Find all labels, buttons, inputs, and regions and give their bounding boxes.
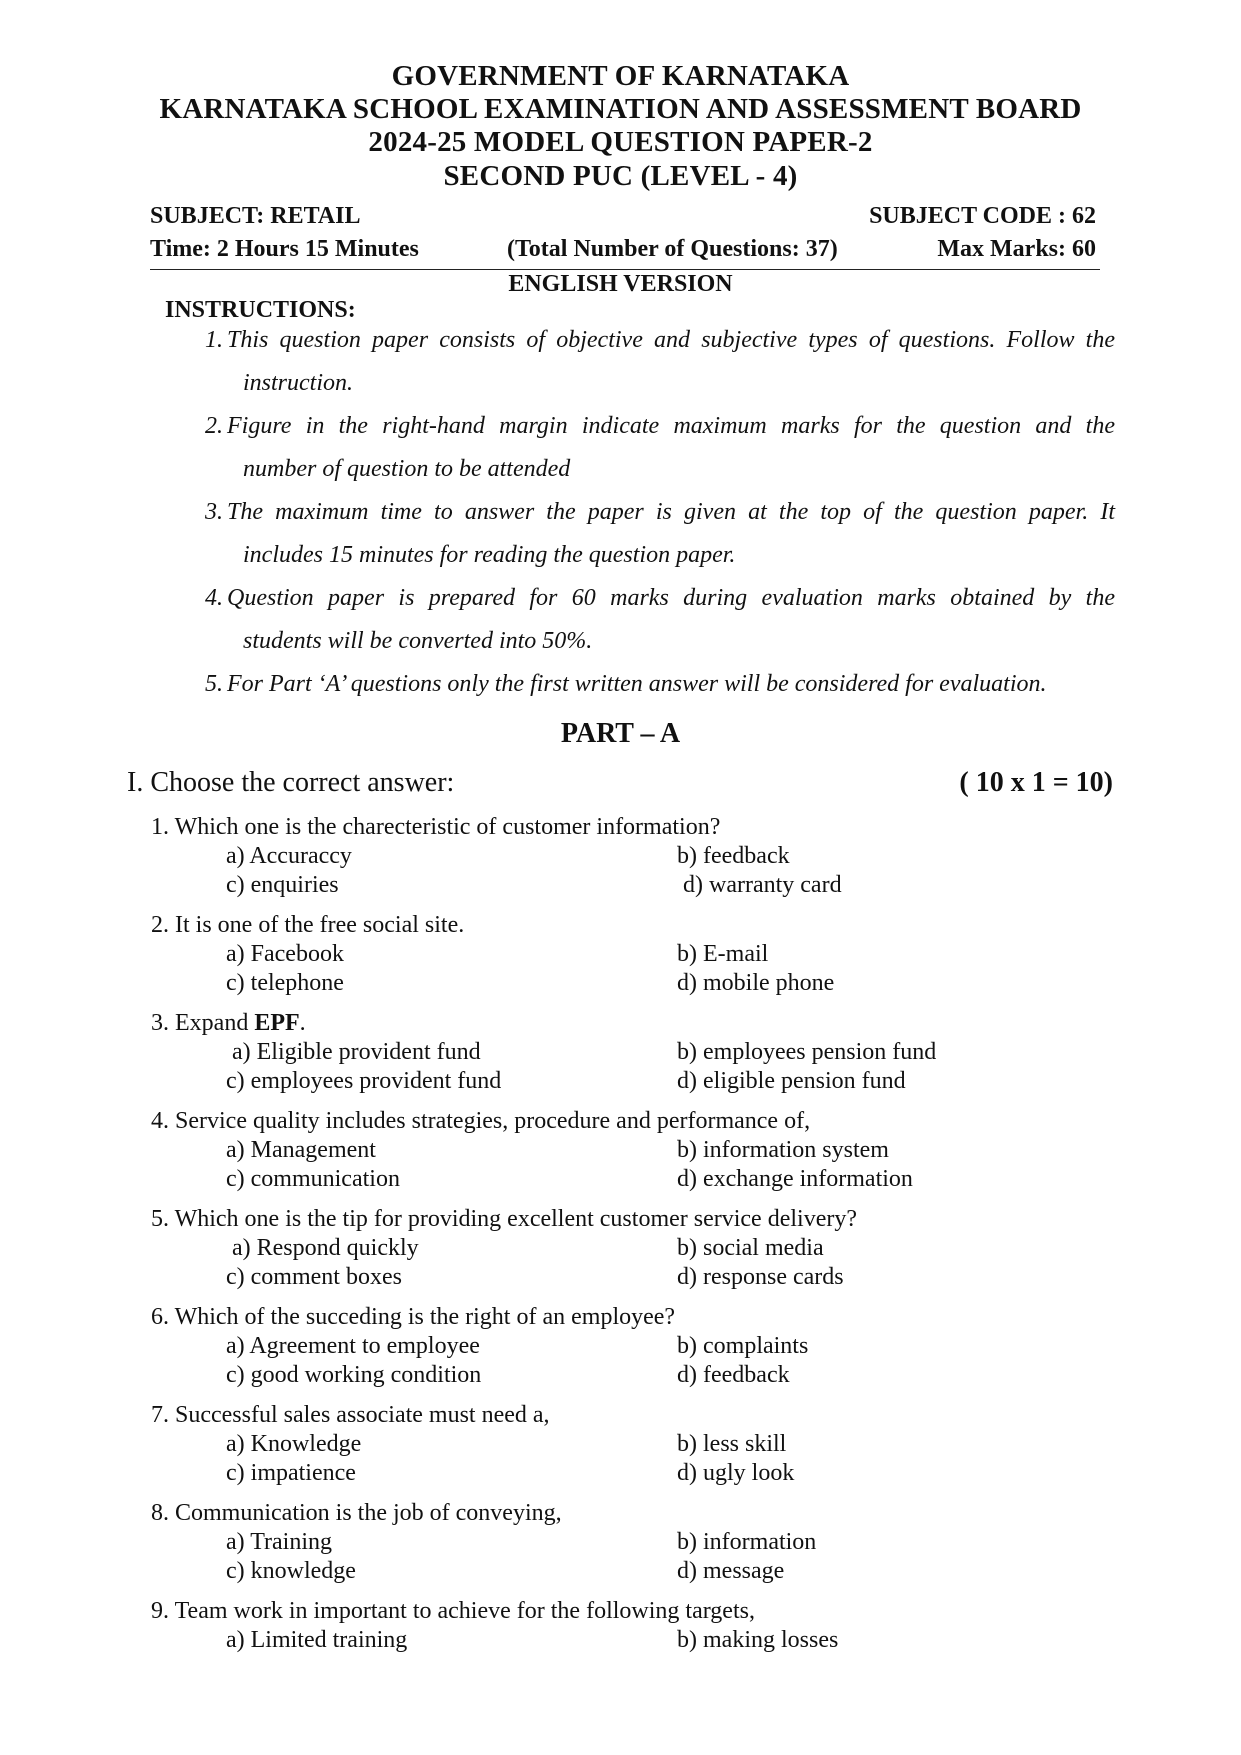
instruction-text: Question paper is prepared for 60 marks during evaluation marks obtained by the — [227, 585, 1115, 611]
header-divider — [150, 269, 1100, 270]
option-a: a) Agreement to employee — [226, 1333, 480, 1359]
instruction-number: 5. — [205, 671, 223, 697]
option-b: b) information — [677, 1529, 817, 1555]
question-stem: 9. Team work in important to achieve for the following targets, — [151, 1598, 755, 1624]
option-b: b) information system — [677, 1137, 889, 1163]
option-d: d) ugly look — [677, 1460, 795, 1486]
option-a: a) Respond quickly — [232, 1235, 419, 1261]
option-a: a) Limited training — [226, 1627, 408, 1653]
option-d: d) message — [677, 1558, 785, 1584]
instruction-text: This question paper consists of objective and subjective types of questions. Follow the — [227, 327, 1115, 353]
option-a: a) Facebook — [226, 941, 344, 967]
option-d: d) mobile phone — [677, 970, 835, 996]
max-marks: Max Marks: 60 — [937, 236, 1096, 262]
question-stem: 5. Which one is the tip for providing excellent customer service delivery? — [151, 1206, 857, 1232]
option-c: c) communication — [226, 1166, 400, 1192]
option-c: c) good working condition — [226, 1362, 482, 1388]
option-a: a) Management — [226, 1137, 376, 1163]
option-b: b) E-mail — [677, 941, 769, 967]
instruction-text-continued: instruction. — [243, 370, 354, 396]
instruction-text-continued: number of question to be attended — [243, 456, 571, 482]
option-b: b) less skill — [677, 1431, 787, 1457]
option-b: b) feedback — [677, 843, 790, 869]
option-a: a) Accuraccy — [226, 843, 352, 869]
question-stem-prefix: 3. Expand — [151, 1010, 255, 1036]
subject-code: SUBJECT CODE : 62 — [869, 203, 1096, 229]
question-stem-abbreviation: EPF — [254, 1010, 300, 1036]
option-b: b) complaints — [677, 1333, 809, 1359]
header-government: GOVERNMENT OF KARNATAKA — [391, 60, 850, 92]
instructions-title: INSTRUCTIONS: — [165, 297, 356, 323]
option-d: d) response cards — [677, 1264, 844, 1290]
option-c: c) comment boxes — [226, 1264, 402, 1290]
option-c: c) impatience — [226, 1460, 356, 1486]
instruction-number: 4. — [205, 585, 223, 611]
option-a: a) Eligible provident fund — [232, 1039, 481, 1065]
question-stem: 1. Which one is the charecteristic of customer information? — [151, 814, 721, 840]
option-d: d) exchange information — [677, 1166, 913, 1192]
option-c: c) enquiries — [226, 872, 339, 898]
option-d: d) eligible pension fund — [677, 1068, 906, 1094]
question-stem: 6. Which of the succeding is the right of an employee? — [151, 1304, 676, 1330]
header-class-level: SECOND PUC (LEVEL - 4) — [443, 160, 798, 192]
instruction-text-continued: includes 15 minutes for reading the question paper. — [243, 542, 736, 568]
question-stem: 2. It is one of the free social site. — [151, 912, 465, 938]
instruction-text-continued: students will be converted into 50%. — [243, 628, 593, 654]
instruction-number: 2. — [205, 413, 223, 439]
part-a-title: PART – A — [560, 718, 681, 749]
version-label: ENGLISH VERSION — [508, 271, 733, 297]
total-questions: (Total Number of Questions: 37) — [507, 236, 838, 262]
instruction-text: For Part ‘A’ questions only the first written answer will be considered for evaluation. — [227, 671, 1047, 697]
option-a: a) Training — [226, 1529, 333, 1555]
option-d: d) warranty card — [683, 872, 842, 898]
question-stem — [151, 1010, 306, 1037]
section-title: I. Choose the correct answer: — [127, 767, 455, 798]
option-b: b) making losses — [677, 1627, 839, 1653]
option-a: a) Knowledge — [226, 1431, 362, 1457]
time-allowed: Time: 2 Hours 15 Minutes — [150, 236, 419, 262]
subject-name: SUBJECT: RETAIL — [150, 203, 361, 229]
question-stem: 4. Service quality includes strategies, procedure and performance of, — [151, 1108, 811, 1134]
option-d: d) feedback — [677, 1362, 790, 1388]
option-c: c) telephone — [226, 970, 344, 996]
instruction-number: 3. — [205, 499, 223, 525]
option-b: b) employees pension fund — [677, 1039, 937, 1065]
option-c: c) employees provident fund — [226, 1068, 502, 1094]
instruction-text: Figure in the right-hand margin indicate maximum marks for the question and the — [227, 413, 1115, 439]
instruction-text: The maximum time to answer the paper is given at the top of the question paper. It — [227, 499, 1115, 525]
question-stem: 8. Communication is the job of conveying, — [151, 1500, 562, 1526]
option-b: b) social media — [677, 1235, 824, 1261]
option-c: c) knowledge — [226, 1558, 356, 1584]
header-board: KARNATAKA SCHOOL EXAMINATION AND ASSESSMENT BOARD — [159, 93, 1082, 125]
question-stem-suffix: . — [299, 1010, 306, 1036]
section-marks: ( 10 x 1 = 10) — [959, 767, 1113, 798]
question-stem: 7. Successful sales associate must need a, — [151, 1402, 550, 1428]
instruction-number: 1. — [205, 327, 223, 353]
header-paper-title: 2024-25 MODEL QUESTION PAPER-2 — [368, 126, 873, 158]
